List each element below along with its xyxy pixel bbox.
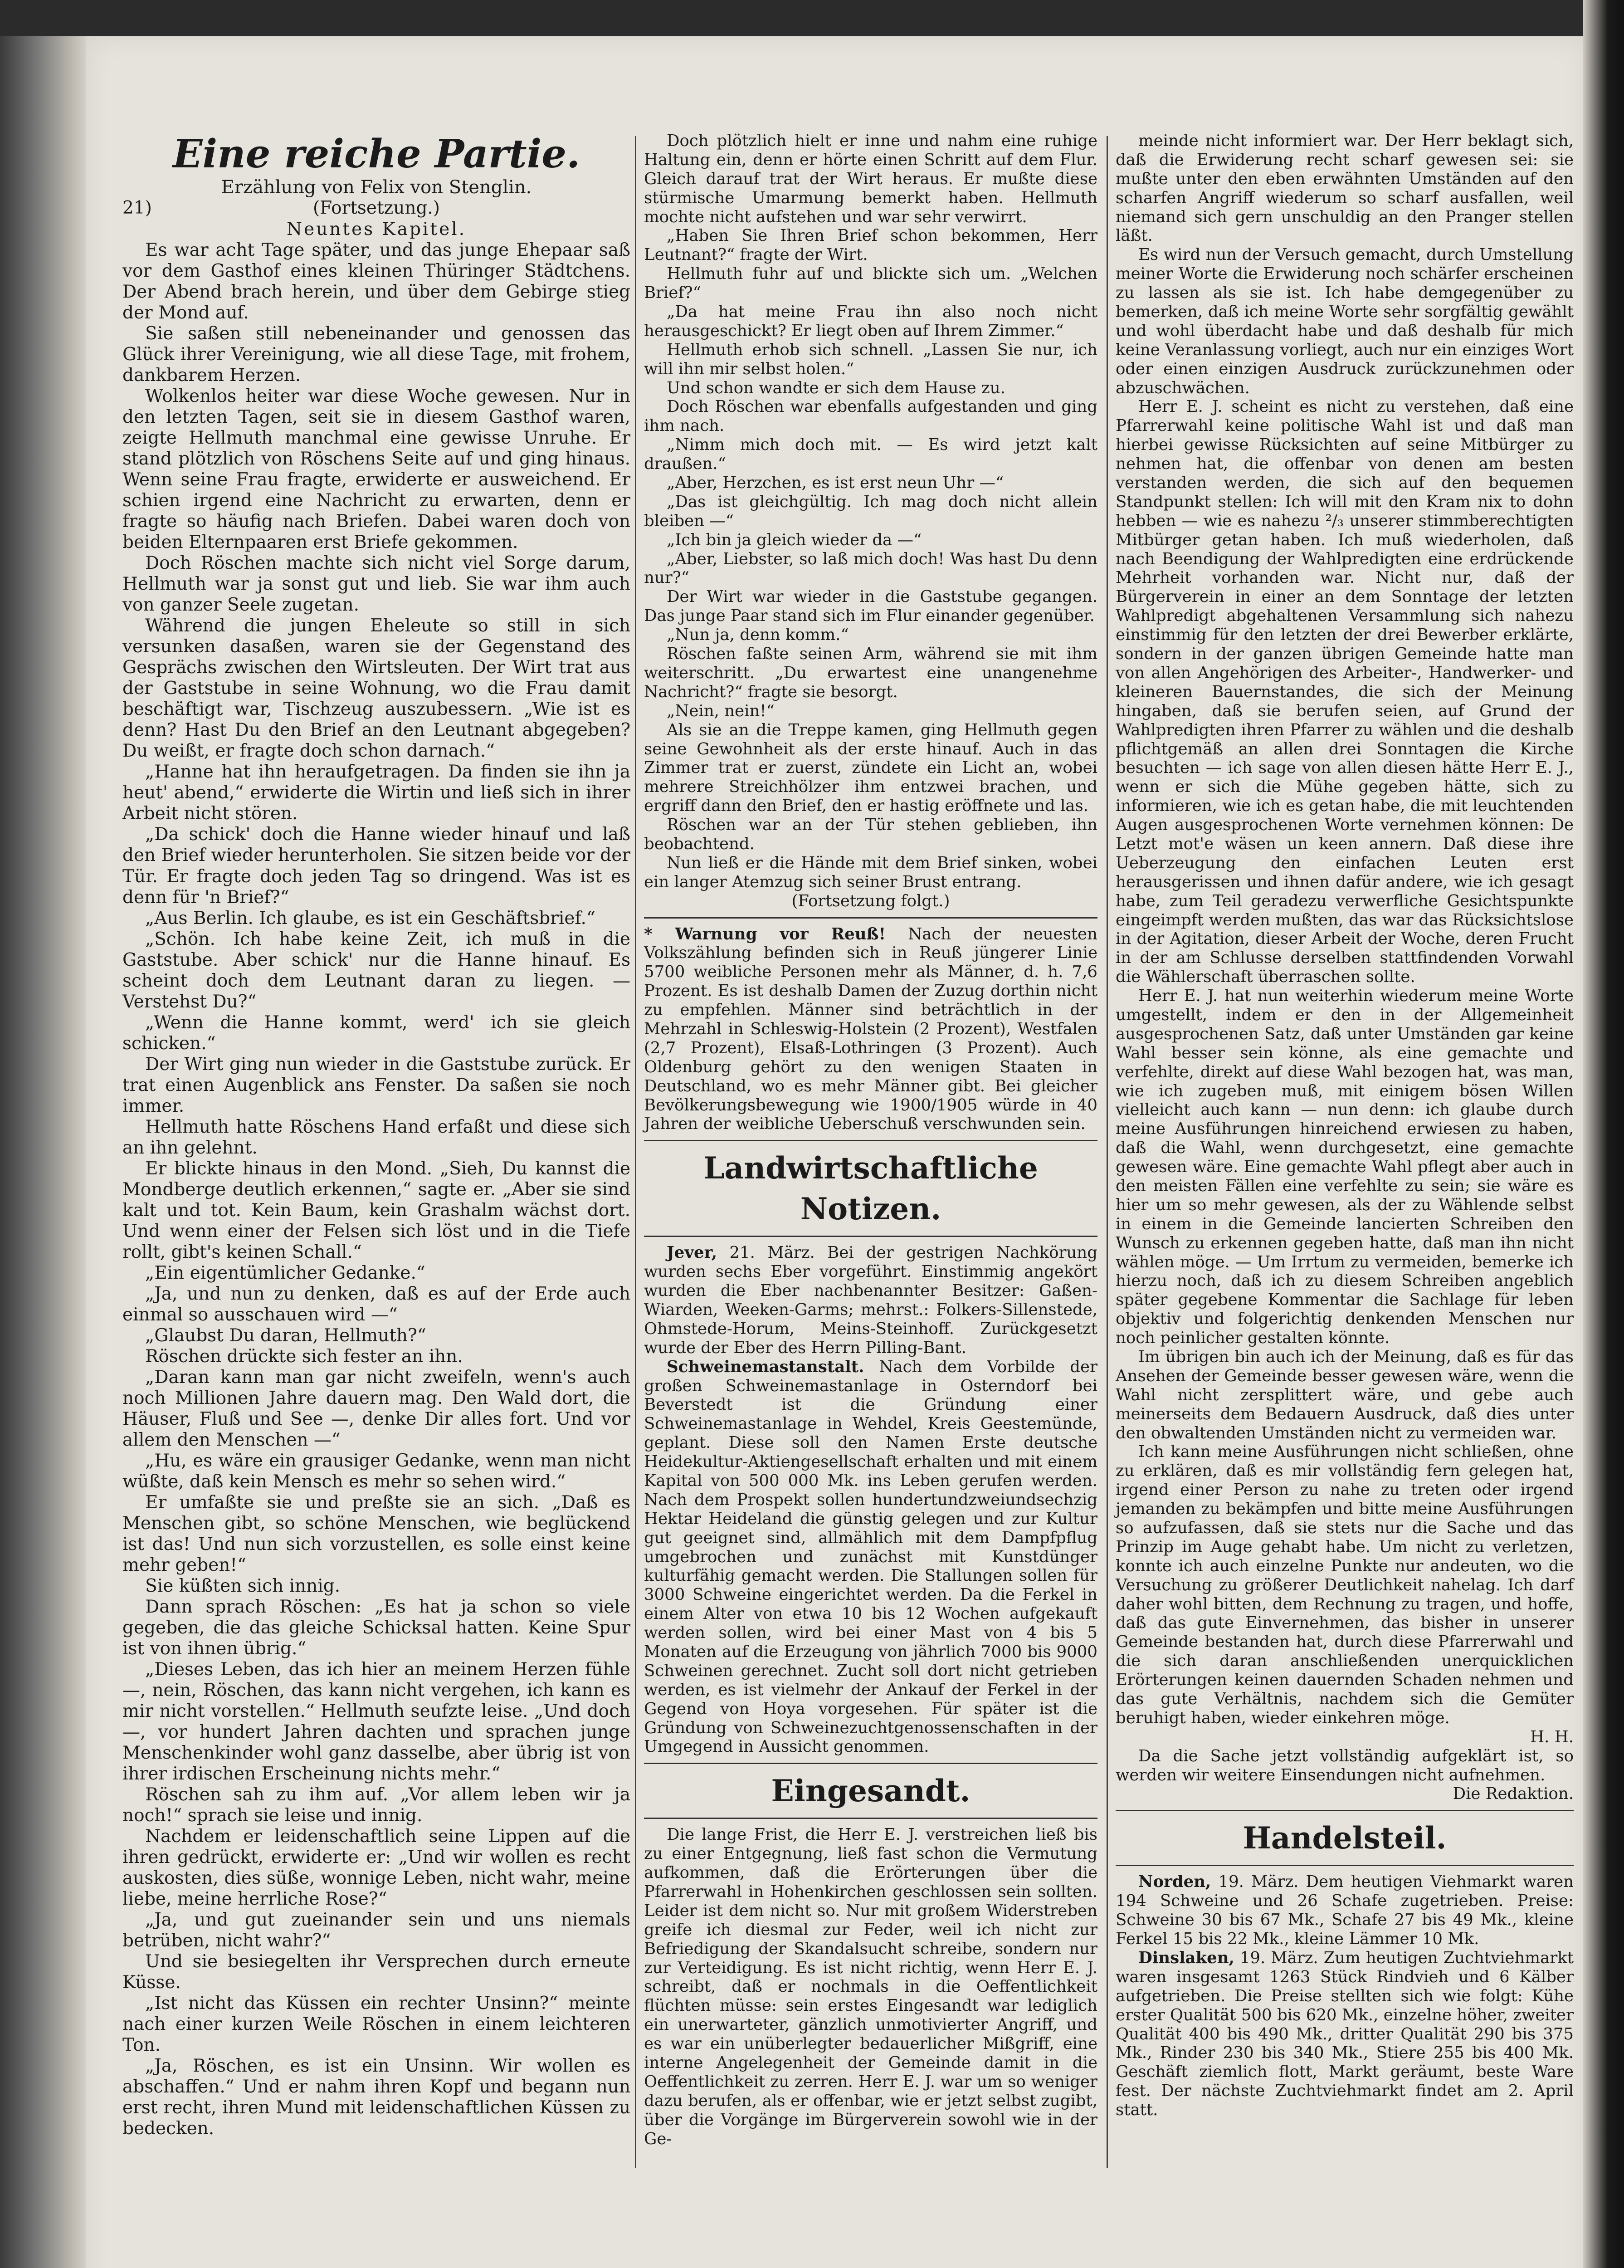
paragraph: „Aber, Liebster, so laß mich doch! Was hast Du denn nur?“ <box>644 549 1097 587</box>
paragraph: Herr E. J. scheint es nicht zu verstehen, daß eine Pfarrerwahl keine politische Wahl ist und daß man hierbei gewisse Rücksichten auf seine Mitbürger zu nehmen hat, die offenbar von denen am besten verstanden werden, die sich auf den bequemen Standpunkt stellen: Ich will mit den Kram nix to dohn hebben — wie es nahezu ²/₃ unserer stimmberechtigten Mitbürger getan haben. Ich muß wiederholen, daß nach Beendigung der Wahlpredigten eine erdrückende Mehrheit vorhanden war. Nicht nur, daß der Bürgerverein in einer an dem Sonntage der letzten Wahlpredigt abgehaltenen Versammlung sich nahezu einstimmig für den letzten der drei Bewerber erklärte, sondern in der ganzen übrigen Gemeinde hatte man von allen Angehörigen des Arbeiter-, Handwerker- und kleineren Bauernstandes, die sich der Meinung hingaben, daß sie berufen seien, auf Grund der Wahlpredigten ihren Pfarrer zu wählen und die deshalb pflichtgemäß an allen drei Sonntagen die Kirche besuchten — ich sage von allen diesen hätte Herr E. J., wenn er sich die Mühe gegeben hätte, sich zu informieren, wie ich es getan habe, die mit leuchtenden Augen ausgesprochenen Worte vernehmen können: De Letzt mot'e wäsen un keen annern. Daß diese ihre Ueberzeugung den einfachen Leuten erst herausgerissen und ihnen dafür andere, wie ich gesagt habe, zum Teil geradezu verwerfliche Gesichtspunkte eingeimpft werden mußten, das war das Rücksichtslose in der Agitation, dieser Arbeit der Woche, deren Frucht in der am Schlusse derselben stattfindenden Vorwahl die Wählerschaft überraschen sollte. <box>1116 397 1574 987</box>
paragraph: „Nimm mich doch mit. — Es wird jetzt kalt draußen.“ <box>644 435 1097 474</box>
paragraph: „Nun ja, denn komm.“ <box>667 626 849 645</box>
book-binding <box>0 36 91 2268</box>
divider <box>644 1236 1097 1237</box>
paragraph: „Ja, und nun zu denken, daß es auf der Erde auch einmal so ausschauen wird —“ <box>122 1283 630 1325</box>
divider <box>1116 1810 1574 1811</box>
paragraph: „Hu, es wäre ein grausiger Gedanke, wenn man nicht wüßte, daß kein Mensch es mehr so sehen wird.“ <box>122 1450 630 1492</box>
trade-article-place: Norden, <box>1138 1872 1211 1892</box>
paragraph: Herr E. J. hat nun weiterhin wiederum meine Worte umgestellt, indem er den in der Allgemeinheit ausgesprochenen Satz, daß unter Umständen gar keine Wahl besser sein könne, als eine gemachte und verfehlte, direkt auf diese Wahl bezogen hat, was man, wie ich zugeben muß, mit einigem bösen Willen vielleicht auch kann — nun denn: ich glaube durch meine Ausführungen hinreichend erwiesen zu haben, daß die Wahl, wenn durchgesetzt, eine gemachte gewesen wäre. Eine gemachte Wahl pflegt aber auch in den meisten Fällen eine verfehlte zu sein; sie wäre es hier um so mehr gewesen, als der zu Wählende selbst in einem in die Gemeinde lancierten Schreiben den Wunsch zu erkennen gegeben hatte, daß man ihn nicht wählen möge. — Um Irrtum zu vermeiden, bemerke ich hierzu noch, daß ich zu diesem Schreiben angeblich später gegebene Kommentar die Sachlage für leben objektiv und folgerichtig denkenden Menschen nur noch peinlicher gestalten könnte. <box>1116 987 1574 1348</box>
paragraph: Und sie besiegelten ihr Versprechen durch erneute Küsse. <box>122 1951 630 1993</box>
paragraph: Er umfaßte sie und preßte sie an sich. „Daß es Menschen gibt, so schöne Menschen, wie beglückend ist das! Und nun sich vorzustellen, es solle einst keine mehr geben!“ <box>122 1492 630 1576</box>
paragraph: „Haben Sie Ihren Brief schon bekommen, Herr Leutnant?“ fragte der Wirt. <box>644 226 1097 264</box>
paragraph: „Das ist gleichgültig. Ich mag doch nicht allein bleiben —“ <box>644 492 1097 530</box>
warning-heading: * Warnung vor Reuß! <box>644 924 886 943</box>
warning-article <box>644 925 1097 1134</box>
paragraph: „Aber, Herzchen, es ist erst neun Uhr —“ <box>667 474 1004 493</box>
trade-article-place: Dinslaken, <box>1138 1948 1234 1967</box>
agri-article-place: Jever, <box>667 1243 717 1262</box>
trade-article-text: 19. März. Zum heutigen Zuchtviehmarkt waren insgesamt 1263 Stück Rindvieh und 6 Kälber aufgetrieben. Die Preise stellten sich wie folgt: Kühe erster Qualität 500 bis 620 Mk., einzelne höher, zweiter Qualität 400 bis 490 Mk., dritter Qualität 290 bis 375 Mk., Rinder 230 bis 340 Mk., Stiere 255 bis 400 Mk. Geschäft ziemlich flott, Markt geräumt, beste Ware fest. Der nächste Zuchtviehmarkt findet am 2. April statt. <box>1116 1948 1574 2120</box>
paragraph: Nun ließ er die Hände mit dem Brief sinken, wobei ein langer Atemzug sich seiner Brust entrang. <box>644 853 1097 891</box>
paragraph: Es wird nun der Versuch gemacht, durch Umstellung meiner Worte die Erwiderung noch schärfer erscheinen zu lassen als sie ist. Ich habe demgegenüber zu bemerken, daß ich meine Worte sehr sorgfältig gewählt und wohl überdacht habe und daß deshalb für mich keine Veranlassung vorliegt, auch nur ein einziges Wort oder einen einzigen Ausdruck zurückzunehmen oder abzuschwächen. <box>1116 245 1574 397</box>
divider <box>1116 1865 1574 1866</box>
trade-heading: Handelsteil. <box>1243 1820 1447 1856</box>
divider <box>644 1818 1097 1819</box>
paragraph: „Glaubst Du daran, Hellmuth?“ <box>145 1325 426 1346</box>
agri-article-text: Nach dem Vorbilde der großen Schweinemastanlage in Osterndorf bei Beverstedt ist die Gründung einer Schweinemastanlage in Wehdel, Kreis Geestemünde, geplant. Diese soll den Namen Erste deutsche Heidekultur-Aktiengesellschaft erhalten und mit einem Kapital von 500 000 Mk. ins Leben gerufen werden. Nach dem Prospekt sollen hundertundzweiundsechzig Hektar Heideland die günstig gelegen und zur Kultur gut geeignet sind, allmählich mit dem Dampfpflug umgebrochen und zunächst mit Kunstdünger kulturfähig gemacht werden. Die Stallungen sollen für 3000 Schweine eingerichtet werden. Da die Ferkel in einem Alter von etwa 10 bis 12 Wochen aufgekauft werden sollen, wird bei einer Mast von 4 bis 5 Monaten auf die Erzeugung von jährlich 7000 bis 9000 Schweinen gerechnet. Zucht soll dort nicht getrieben werden, es ist vielmehr der Ankauf der Ferkel in der Gegend von Hoya vorgesehen. Für später ist die Gründung von Schweinezuchtgenossenschaften in der Umgegend in Aussicht genommen. <box>644 1357 1097 1756</box>
paragraph: Im übrigen bin auch ich der Meinung, daß es für das Ansehen der Gemeinde besser gewesen wäre, wenn die Wahl nicht zersplittert wäre, und gebe auch meinerseits dem Bedauern Ausdruck, daß dies unter den obwaltenden Umständen nicht zu vermeiden war. <box>1116 1348 1574 1442</box>
paragraph: Während die jungen Eheleute so still in sich versunken dasaßen, waren sie der Gegenstand des Gesprächs zwischen den Wirtsleuten. Der Wirt trat aus der Gaststube in seine Wohnung, wo die Frau damit beschäftigt war, Tischzeug auszubessern. „Wie ist es denn? Hast Du den Brief an den Leutnant abgegeben? Du weißt, er fragte doch schon darnach.“ <box>122 616 630 762</box>
paragraph: Der Wirt war wieder in die Gaststube gegangen. Das junge Paar stand sich im Flur einander gegenüber. <box>644 587 1097 626</box>
story-body <box>122 240 630 2139</box>
column-rule-1 <box>635 136 636 2168</box>
paragraph: „Schön. Ich habe keine Zeit, ich muß in die Gaststube. Aber schick' nur die Hanne hinauf. Es scheint doch dem Leutnant daran zu liegen. — Verstehst Du?“ <box>122 929 630 1012</box>
trade-article-norden <box>1116 1872 1574 1949</box>
paragraph: Hellmuth hatte Röschens Hand erfaßt und diese sich an ihn gelehnt. <box>122 1116 630 1158</box>
paragraph: „Daran kann man gar nicht zweifeln, wenn's auch noch Millionen Jahre dauern mag. Den Wald dort, die Häuser, Fluß und See —, denke Dir alles fort. Und vor allem den Menschen —“ <box>122 1367 630 1450</box>
paragraph: Doch Röschen machte sich nicht viel Sorge darum, Hellmuth war ja sonst gut und lieb. Sie war ihm auch von ganzer Seele zugetan. <box>122 553 630 616</box>
installment-number: 21) <box>122 198 152 219</box>
agri-article-heading: Schweinemastanstalt. <box>667 1357 864 1376</box>
letter-signature: H. H. <box>1530 1727 1574 1746</box>
paragraph: Es war acht Tage später, und das junge Ehepaar saß vor dem Gasthof eines kleinen Thüringer Städtchens. Der Abend brach herein, und über dem Gebirge stieg der Mond auf. <box>122 240 630 323</box>
paragraph: Nachdem er leidenschaftlich seine Lippen auf die ihren gedrückt, erwiderte er: „Und wir wollen es recht auskosten, dies süße, wonnige Leben, nicht wahr, meine liebe, meine herrliche Rose?“ <box>122 1826 630 1910</box>
letters-heading: Eingesandt. <box>771 1773 970 1809</box>
paragraph: Doch plötzlich hielt er inne und nahm eine ruhige Haltung ein, denn er hörte einen Schritt auf dem Flur. Gleich darauf trat der Wirt heraus. Er mußte diese stürmische Umarmung bemerkt haben. Hellmuth mochte nicht aufstehen und war sehr verwirrt. <box>644 132 1097 226</box>
agriculture-heading: Landwirtschaftliche Notizen. <box>703 1150 1038 1227</box>
paragraph: „Da hat meine Frau ihn also noch nicht herausgeschickt? Er liegt oben auf Ihrem Zimmer.“ <box>644 303 1097 340</box>
paragraph: „Dieses Leben, das ich hier an meinem Herzen fühle —, nein, Röschen, das kann nicht vergehen, ich kann es mir nicht vorstellen.“ Hellmuth seufzte leise. „Und doch —, vor hundert Jahren dachten und sprachen junge Menschenkinder wohl ganz dasselbe, aber übrig ist von ihrer irdischen Erscheinung nichts mehr.“ <box>122 1659 630 1784</box>
paragraph: Doch Röschen war ebenfalls aufgestanden und ging ihm nach. <box>644 397 1097 435</box>
continued-label: (Fortsetzung.) <box>312 198 440 219</box>
paragraph: „Ja, und gut zueinander sein und uns niemals betrüben, nicht wahr?“ <box>122 1910 630 1951</box>
paragraph: „Aus Berlin. Ich glaube, es ist ein Geschäftsbrief.“ <box>145 908 595 929</box>
trade-article-dinslaken <box>1116 1949 1574 2120</box>
paragraph: „Ja, Röschen, es ist ein Unsinn. Wir wollen es abschaffen.“ Und er nahm ihren Kopf und begann nun erst recht, ihren Mund mit leidenschaftlichen Küssen zu bedecken. <box>122 2056 630 2139</box>
paragraph: „Da schick' doch die Hanne wieder hinauf und laß den Brief wieder herunterholen. Sie sitzen beide vor der Tür. Er fragte doch jeden Tag so dringend. Was ist es denn für 'n Brief?“ <box>122 824 630 908</box>
paragraph: Röschen drückte sich fester an ihn. <box>145 1346 463 1367</box>
chapter-heading: Neuntes Kapitel. <box>286 219 467 240</box>
trade-article-text: 19. März. Dem heutigen Viehmarkt waren 194 Schweine und 26 Schafe zugetrieben. Preise: Schweine 30 bis 67 Mk., Schafe 27 bis 49 Mk., kleine Ferkel 15 bis 22 Mk., kleine Lämmer 10 Mk. <box>1116 1872 1574 1949</box>
story-body-continued <box>644 132 1097 892</box>
paragraph: Hellmuth erhob sich schnell. „Lassen Sie nur, ich will ihn mir selbst holen.“ <box>644 340 1097 378</box>
paragraph: Als sie an die Treppe kamen, ging Hellmuth gegen seine Gewohnheit als der erste hinauf. Auch in das Zimmer trat er zuerst, zündete ein Licht an, wobei mehrere Streichhölzer ihm entzwei brachen, und ergriff dann den Brief, den er hastig eröffnete und las. <box>644 720 1097 816</box>
paragraph: „Nein, nein!“ <box>667 701 775 720</box>
paragraph: „Ein eigentümlicher Gedanke.“ <box>145 1262 425 1283</box>
paragraph: Wolkenlos heiter war diese Woche gewesen. Nur in den letzten Tagen, seit sie in diesem Gasthof waren, zeigte Hellmuth manchmal eine gewisse Unruhe. Er stand plötzlich von Röschens Seite auf und ging hinaus. Wenn seine Frau fragte, erwiderte er ausweichend. Er schien irgend eine Nachricht zu erwarten, denn er fragte so häufig nach Briefen. Dabei waren doch von beiden Elternpaaren erst Briefe gekommen. <box>122 386 630 553</box>
paragraph: „Ist nicht das Küssen ein rechter Unsinn?“ meinte nach einer kurzen Weile Röschen in einem leichteren Ton. <box>122 1993 630 2056</box>
paragraph: Dann sprach Röschen: „Es hat ja schon so viele gegeben, die das gleiche Schicksal hatten. Keine Spur ist von ihnen übrig.“ <box>122 1597 630 1659</box>
paragraph: Röschen sah zu ihm auf. „Vor allem leben wir ja noch!“ sprach sie leise und innig. <box>122 1784 630 1826</box>
warning-text: Nach der neuesten Volkszählung befinden sich in Reuß jüngerer Linie 5700 weibliche Personen mehr als Männer, d. h. 7,6 Prozent. Es ist deshalb Damen der Zuzug dorthin nicht zu empfehlen. Männer sind beträchtlich in der Mehrzahl in Schleswig-Holstein (2 Prozent), Westfalen (2,7 Prozent), Elsaß-Lothringen (3 Prozent). Auch Oldenburg gehört zu den wenigen Staaten in Deutschland, wo es mehr Männer gibt. Bei gleicher Bevölkerungsbewegung wie 1900/1905 würde in 40 Jahren der weibliche Ueberschuß verschwunden sein. <box>644 924 1097 1134</box>
paragraph: Er blickte hinaus in den Mond. „Sieh, Du kannst die Mondberge deutlich erkennen,“ sagte er. „Aber sie sind kalt und tot. Kein Baum, kein Grashalm wächst dort. Und wenn einer der Felsen sich löst und in die Tiefe rollt, gibt's keinen Schall.“ <box>122 1158 630 1262</box>
column-serial-story <box>122 132 630 2139</box>
page-edge <box>1583 0 1624 2268</box>
story-title: Eine reiche Partie. <box>172 131 580 177</box>
paragraph: Und schon wandte er sich dem Hause zu. <box>667 378 1005 397</box>
paragraph: „Ich bin ja gleich wieder da —“ <box>667 530 922 549</box>
paragraph: Röschen faßte seinen Arm, während sie mit ihm weiterschritt. „Du erwartest eine unangenehme Nachricht?“ fragte sie besorgt. <box>644 645 1097 701</box>
letters-body-continued <box>1116 132 1574 1728</box>
column-rule-2 <box>1107 136 1108 2168</box>
agri-article-text: 21. März. Bei der gestrigen Nachkörung wurden sechs Eber vorgeführt. Einstimmig angekört wurden die Eber nachbenannter Besitzer: Gaßen-Wiarden, Weeken-Garms; mehrst.: Folkers-Sillenstede, Ohmstede-Horum, Meins-Steinhoff. Zurückgesetzt wurde der Eber des Herrn Pilling-Bant. <box>644 1243 1097 1357</box>
paragraph: „Wenn die Hanne kommt, werd' ich sie gleich schicken.“ <box>122 1012 630 1054</box>
paragraph: meinde nicht informiert war. Der Herr beklagt sich, daß die Erwiderung recht scharf gewesen sei: sie mußte unter den eben erwähnten Umständen auf den scharfen Angriff wiederum so scharf ausfallen, weil niemand sich gern unschuldig an den Pranger stellen läßt. <box>1116 132 1574 245</box>
letters-text: Die lange Frist, die Herr E. J. verstreichen ließ bis zu einer Entgegnung, ließ fast schon die Vermutung aufkommen, daß die Erörterungen über die Pfarrerwahl in Hohenkirchen geschlossen sein sollten. Leider ist dem nicht so. Nur mit großem Widerstreben greife ich diesmal zur Feder, weil ich nicht zur Befriedigung der Skandalsucht schreibe, sondern nur zur Verteidigung. Es ist nicht richtig, wenn Herr E. J. schreibt, daß er nochmals in die Oeffentlichkeit flüchten müsse: sein erstes Eingesandt war lediglich ein unerwarteter, gänzlich unmotivierter Angriff, und es war ein unüberlegter bedauerlicher Mißgriff, eine interne Angelegenheit der Gemeinde damit in die Oeffentlichkeit zu zerren. Herr E. J. war um so weniger dazu berufen, als er offenbar, wie er jetzt selbst zugibt, über die Vorgänge im Bürgerverein sowohl wie in der Ge- <box>644 1825 1097 2148</box>
editor-signature: Die Redaktion. <box>1453 1784 1574 1804</box>
divider <box>644 917 1097 919</box>
divider <box>644 1763 1097 1764</box>
paragraph: „Hanne hat ihn heraufgetragen. Da finden sie ihn ja heut' abend,“ erwiderte die Wirtin und ließ sich in ihrer Arbeit nicht stören. <box>122 762 630 824</box>
paragraph: Hellmuth fuhr auf und blickte sich um. „Welchen Brief?“ <box>644 264 1097 303</box>
paragraph: Der Wirt ging nun wieder in die Gaststube zurück. Er trat einen Augenblick ans Fenster. Da saßen sie noch immer. <box>122 1054 630 1116</box>
agri-article-jever <box>644 1243 1097 1357</box>
paragraph: Sie küßten sich innig. <box>145 1576 341 1597</box>
divider <box>644 1140 1097 1141</box>
continued-note: (Fortsetzung folgt.) <box>791 891 950 910</box>
agri-article-pig-farm <box>644 1358 1097 1757</box>
editor-note: Da die Sache jetzt vollständig aufgeklärt ist, so werden wir weitere Einsendungen nicht aufnehmen. <box>1116 1746 1574 1784</box>
paragraph: Sie saßen still nebeneinander und genossen das Glück ihrer Vereinigung, wie all diese Tage, mit frohem, dankbarem Herzen. <box>122 323 630 386</box>
paragraph: Ich kann meine Ausführungen nicht schließen, ohne zu erklären, daß es mir vollständig fern gelegen hat, irgend einer Person zu nahe zu treten oder irgend jemanden zu bekämpfen und bitte meine Ausführungen so aufzufassen, daß sie stets nur die Sache und das Prinzip im Auge gehabt habe. Um nicht zu verletzen, konnte ich auch einzelne Punkte nur andeuten, wo die Versuchung zu größerer Deutlichkeit nahelag. Ich darf daher wohl bitten, dem Rechnung zu tragen, und hoffe, daß das gute Einvernehmen, das bisher in unserer Gemeinde bestanden hat, durch diese Pfarrerwahl und die sich daran anschließenden unerquicklichen Erörterungen keinen dauernden Schaden nehmen und das gute Verhältnis, nachdem sich die Gemüter beruhigt haben, wieder einkehren möge. <box>1116 1442 1574 1727</box>
paragraph: Röschen war an der Tür stehen geblieben, ihn beobachtend. <box>644 816 1097 853</box>
story-subtitle: Erzählung von Felix von Stenglin. <box>221 177 532 198</box>
column-right <box>1116 132 1574 2120</box>
column-middle <box>644 132 1097 2149</box>
